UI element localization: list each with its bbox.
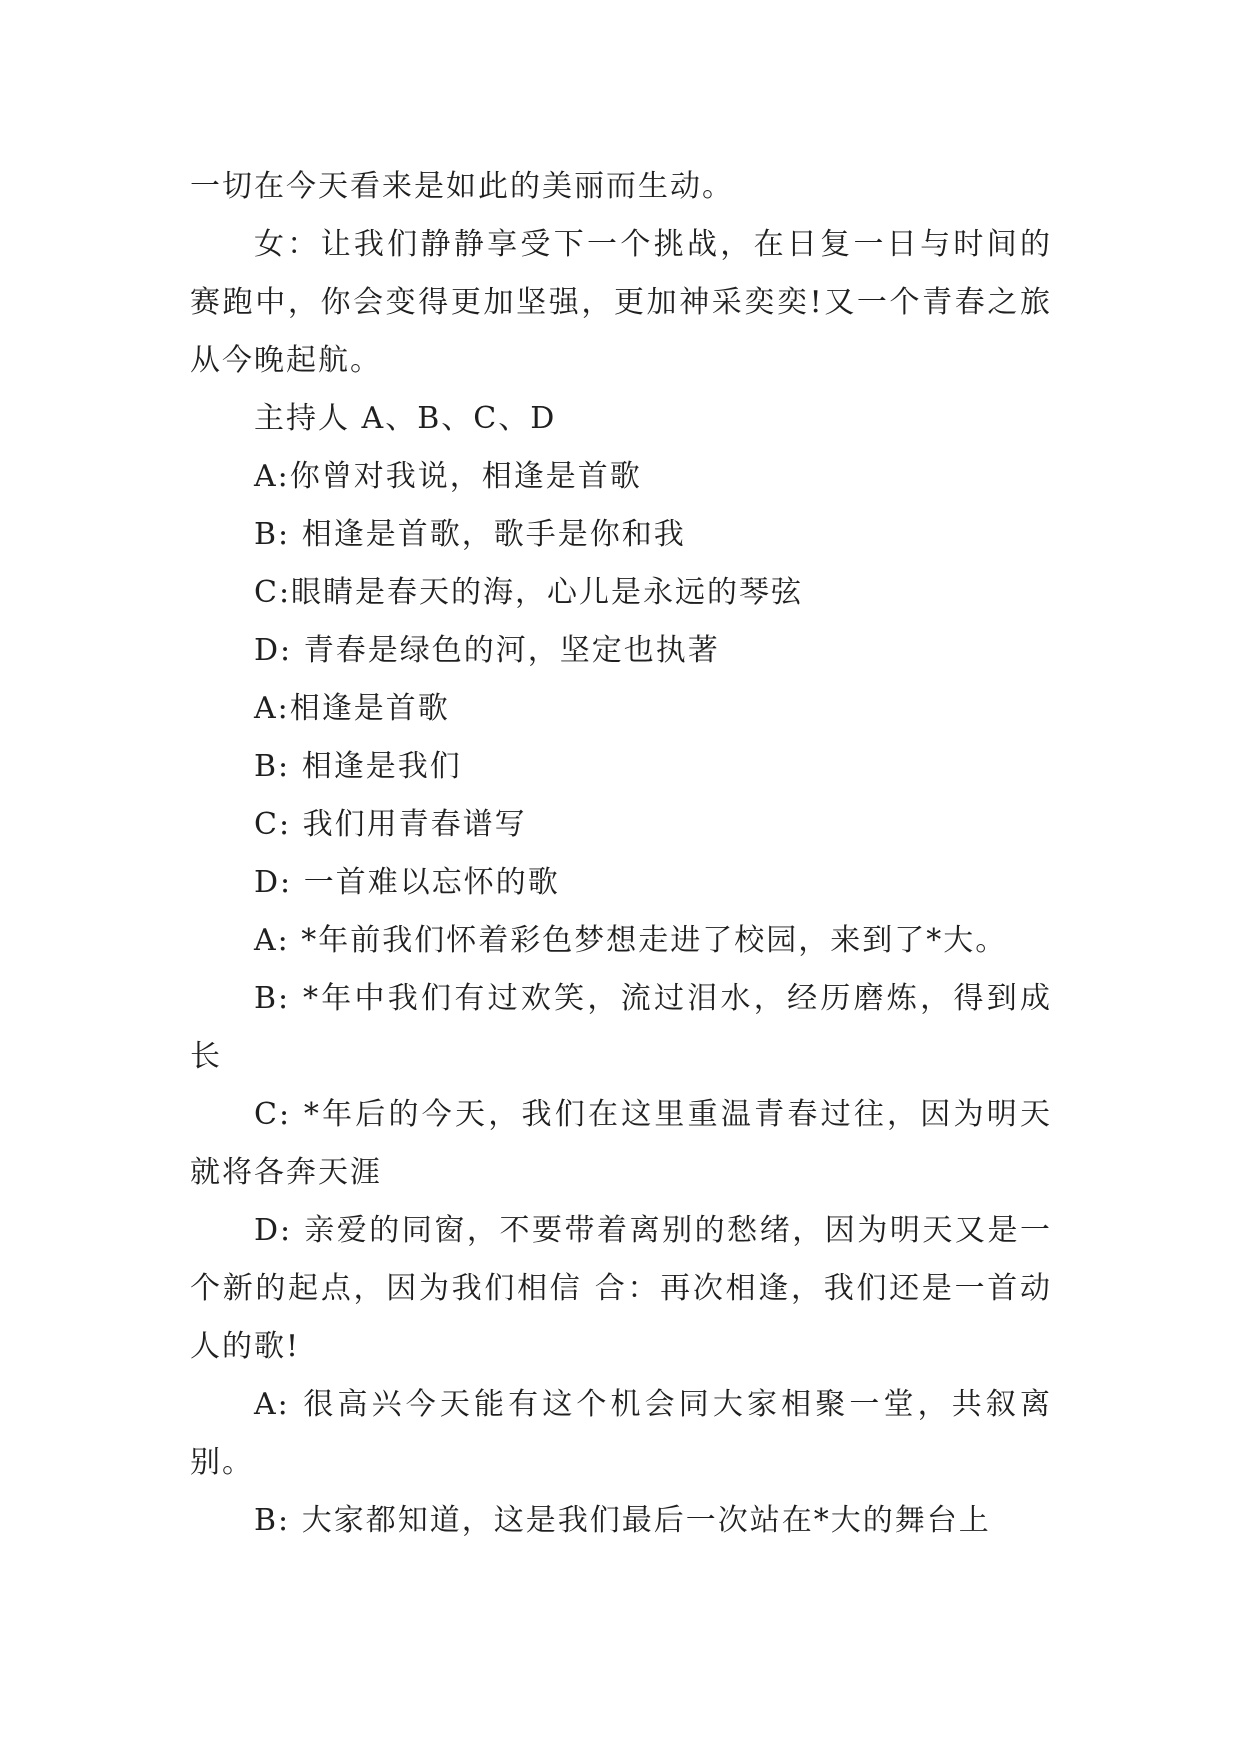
paragraph: A:你曾对我说，相逢是首歌	[254, 459, 642, 494]
paragraph: D: 青春是绿色的河，坚定也执著	[254, 633, 720, 668]
paragraph: D: 亲爱的同窗，不要带着离别的愁绪，因为明天又是一个新的起点，因为我们相信 合：再次相逢，我们还是一首动人的歌!	[190, 1213, 1052, 1364]
paragraph: D: 一首难以忘怀的歌	[254, 865, 560, 900]
paragraph: B: 相逢是我们	[254, 749, 462, 784]
paragraph: 女：让我们静静享受下一个挑战，在日复一日与时间的赛跑中，你会变得更加坚强，更加神采奕奕!又一个青春之旅从今晚起航。	[190, 227, 1052, 378]
paragraph: A:相逢是首歌	[254, 691, 450, 726]
paragraph: A: *年前我们怀着彩色梦想走进了校园，来到了*大。	[254, 923, 1008, 958]
paragraph: 主持人 A、B、C、D	[254, 401, 557, 436]
paragraph: 一切在今天看来是如此的美丽而生动。	[190, 169, 734, 204]
paragraph: C: *年后的今天，我们在这里重温青春过往，因为明天就将各奔天涯	[190, 1097, 1052, 1190]
paragraph: C: 我们用青春谱写	[254, 807, 527, 842]
paragraph: B: *年中我们有过欢笑，流过泪水，经历磨炼，得到成长	[190, 981, 1052, 1074]
paragraph: B: 相逢是首歌，歌手是你和我	[254, 517, 686, 552]
paragraph: C:眼睛是春天的海，心儿是永远的琴弦	[254, 575, 804, 610]
paragraph: A: 很高兴今天能有这个机会同大家相聚一堂，共叙离别。	[190, 1387, 1052, 1480]
paragraph: B: 大家都知道，这是我们最后一次站在*大的舞台上	[254, 1503, 991, 1538]
document-body	[190, 158, 1052, 1550]
